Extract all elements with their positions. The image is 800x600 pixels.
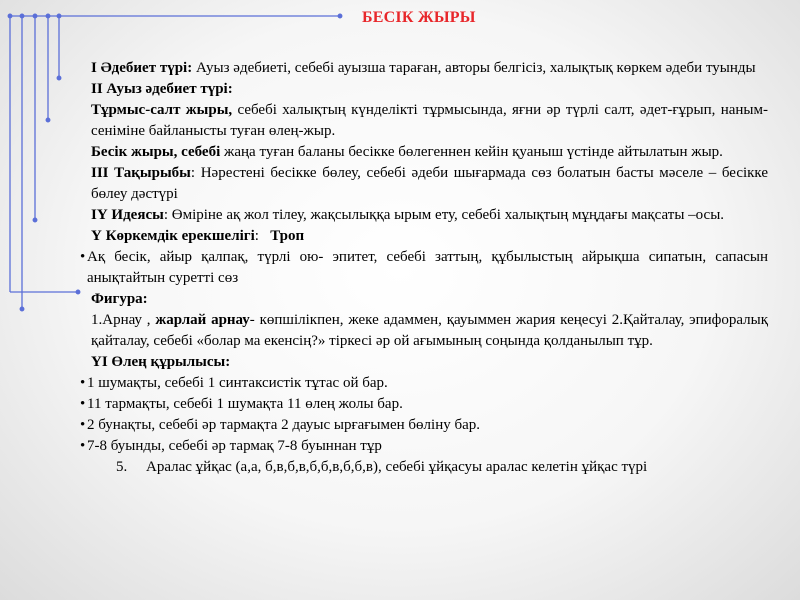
list-item: • 2 бунақты, себебі әр тармақта 2 дауыс ырғағымен бөліну бар. [80,415,768,436]
figure-text: 1.Арнау , жарлай арнау- көпшілікпен, жеке адаммен, қауыммен жария кеңесуі 2.Қайталау, эпифоралық қайталау, себебі «болар ма екенсің?» тіркесі әр ой ағымының соңында қолданылып тұр. [91,312,768,349]
topic: ІІІ Тақырыбы: Нәрестені бесікке бөлеу, себебі әдеби шығармада сөз болатын басты мәселе – бесікке бөлеу дәстүрі [91,165,769,202]
list-item: • 7-8 буынды, себебі әр тармақ 7-8 буыннан тұр [80,436,768,457]
literature-type: І Әдебиет түрі: Ауыз әдебиеті, себебі ауызша тараған, авторы белгісіз, халықтық көркем әдеби туынды [91,60,756,76]
trope-item: • Ақ бесік, айыр қалпақ, түрлі ою- эпитет, себебі заттың, құбылыстың айрықша сипатын, сапасын анықтайтын суретті сөз [80,247,768,289]
oral-literature-type: ІІ Ауыз әдебиет түрі: [91,81,233,97]
ritual-song: Тұрмыс-салт жыры, себебі халықтың күнделікті тұрмысында, яғни әр түрлі салт, әдет-ғұрып, наным-сеніміне байланысты туған өлең-жыр. [91,102,768,139]
idea: ІҮ Идеясы: Өміріне ақ жол тілеу, жақсылыққа ырым ету, себебі халықтың мұңдағы мақсаты –осы. [91,207,725,223]
artistic-features: Ү Көркемдік ерекшелігі: Троп [91,228,305,244]
verse-structure-heading: ҮІ Өлең құрылысы: [91,354,231,370]
numbered-item: 5. Аралас ұйқас (а,а, б,в,б,в,б,б,в,б,б,в), себебі ұйқасуы аралас келетін ұйқас түрі [116,459,648,475]
page-title: БЕСІК ЖЫРЫ [362,9,476,26]
list-item: • 1 шумақты, себебі 1 синтаксистік тұтас ой бар. [80,373,768,394]
list-item: • 11 тармақты, себебі 1 шумақта 11 өлең жолы бар. [80,394,768,415]
lullaby: Бесік жыры, себебі жаңа туған баланы бесікке бөлегеннен кейін қуаныш үстінде айтылатын жыр. [91,144,723,160]
figure-heading: Фигура: [91,291,148,307]
lesson-content [80,58,768,478]
